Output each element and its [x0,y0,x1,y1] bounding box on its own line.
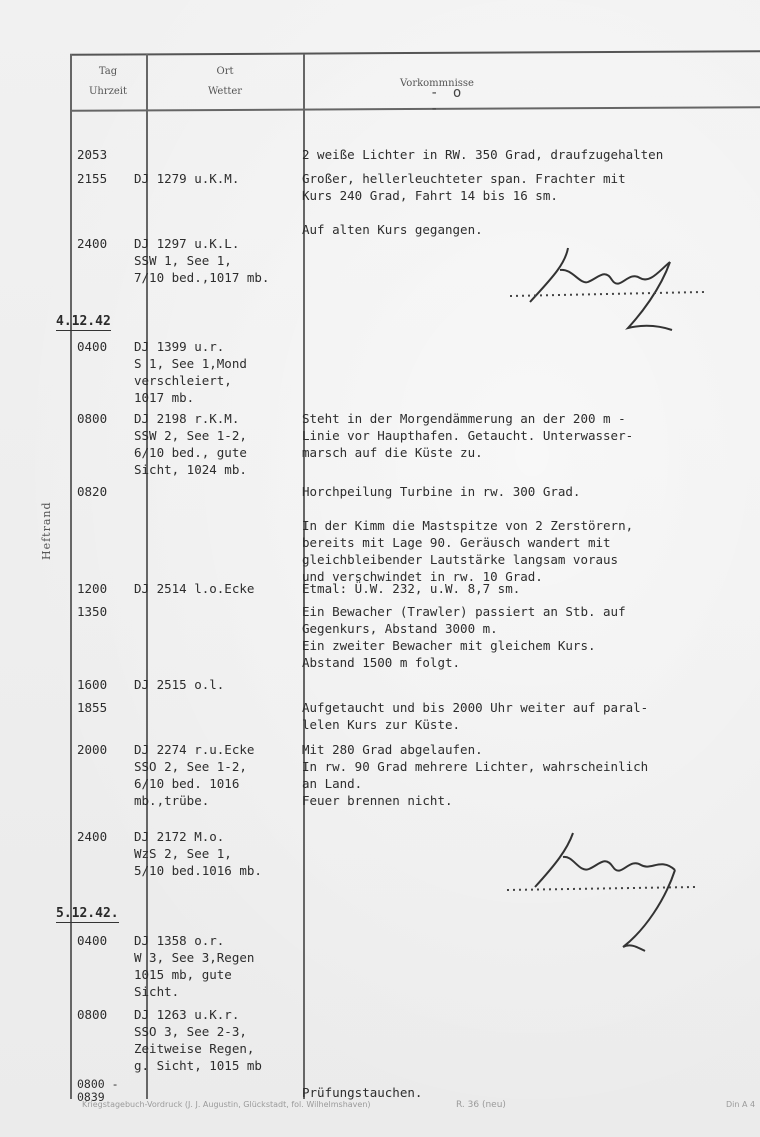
header-mark: - o - [430,85,465,117]
signature-2 [505,825,705,955]
entry-event: Horchpeilung Turbine in rw. 300 Grad. In der Kimm die Mastspitze von 2 Zerstörern, bereits mit Lage 90. Geräusch wandert mit gleichbleibender Lautstärke langsam voraus und verschwindet in rw. 10 Grad. [302,484,634,584]
signature-1 [510,240,710,335]
margin-label: Heftrand [40,501,53,560]
header-ort-wetter [150,62,300,102]
entry-location: DJ 2172 M.o. WzS 2, See 1, 5/10 bed.1016 mb. [134,829,262,878]
entry-time: 2155 [77,171,108,186]
entry-location: DJ 2514 l.o.Ecke [134,581,255,596]
entry-time: 1350 [77,604,108,619]
header-vorkommnisse: Vorkommnisse [400,78,474,89]
column-line-1 [70,54,72,1099]
entry-time: 2400 [77,829,108,844]
entry-location: DJ 2274 r.u.Ecke SSO 2, See 1-2, 6/10 bed. 1016 mb.,trübe. [134,742,255,808]
entry-event: Großer, hellerleuchteter span. Frachter mit Kurs 240 Grad, Fahrt 14 bis 16 sm. Auf alten Kurs gegangen. [302,171,626,237]
date-heading: 5.12.42. [56,906,119,921]
footer-paper-size: Din A 4 [726,1100,756,1109]
header-rule [70,106,760,112]
entry-time: 2400 [77,236,108,251]
header-uhrzeit: Uhrzeit [88,86,128,97]
header-wetter: Wetter [207,86,243,97]
entry-time: 1855 [77,700,108,715]
entry-time: 0800 [77,1007,108,1022]
entry-location: DJ 1263 u.K.r. SSO 3, See 2-3, Zeitweise Regen, g. Sicht, 1015 mb [134,1007,262,1073]
entry-time: 2000 [77,742,108,757]
entry-time: 1200 [77,581,108,596]
entry-location: DJ 2515 o.l. [134,677,225,692]
entry-event: 2 weiße Lichter in RW. 350 Grad, draufzugehalten [302,147,664,162]
entry-location: DJ 2198 r.K.M. SSW 2, See 1-2, 6/10 bed., gute Sicht, 1024 mb. [134,411,247,477]
entry-time: 0800 [77,411,108,426]
footer-print-note: Kriegstagebuch-Vordruck (J. J. Augustin, Glückstadt, fol. Wilhelmshaven) [82,1100,371,1109]
top-rule [70,50,760,56]
entry-event: Steht in der Morgendämmerung an der 200 m - Linie vor Haupthafen. Getaucht. Unterwasser- marsch auf die Küste zu. [302,411,634,460]
footer-form-number: R. 36 (neu) [456,1100,506,1110]
entry-time: 0820 [77,484,108,499]
entry-time: 1600 [77,677,108,692]
header-ort: Ort [216,66,234,77]
entry-event: Mit 280 Grad abgelaufen. In rw. 90 Grad mehrere Lichter, wahrscheinlich an Land. Feuer brennen nicht. [302,742,649,808]
entry-event: Ein Bewacher (Trawler) passiert an Stb. auf Gegenkurs, Abstand 3000 m. Ein zweiter Bewacher mit gleichem Kurs. Abstand 1500 m folgt. [302,604,626,670]
entry-event: Aufgetaucht und bis 2000 Uhr weiter auf paral- lelen Kurs zur Küste. [302,700,649,732]
entry-location: DJ 1399 u.r. S 1, See 1,Mond verschleiert, 1017 mb. [134,339,247,405]
entry-time: 2053 [77,147,108,162]
entry-location: DJ 1358 o.r. W 3, See 3,Regen 1015 mb, gute Sicht. [134,933,255,999]
entry-event: Etmal: Ü.W. 232, u.W. 8,7 sm. [302,581,521,596]
header-tag: Tag [98,66,118,77]
entry-time: 0400 [77,339,108,354]
entry-event: Prüfungstauchen. [302,1085,423,1100]
entry-location: DJ 1297 u.K.L. SSW 1, See 1, 7/10 bed.,1017 mb. [134,236,270,285]
header-tag-uhrzeit [72,62,144,102]
date-heading: 4.12.42 [56,314,111,329]
entry-location: DJ 1279 u.K.M. [134,171,240,186]
entry-time: 0800 - 0839 [77,1077,119,1104]
entry-time: 0400 [77,933,108,948]
